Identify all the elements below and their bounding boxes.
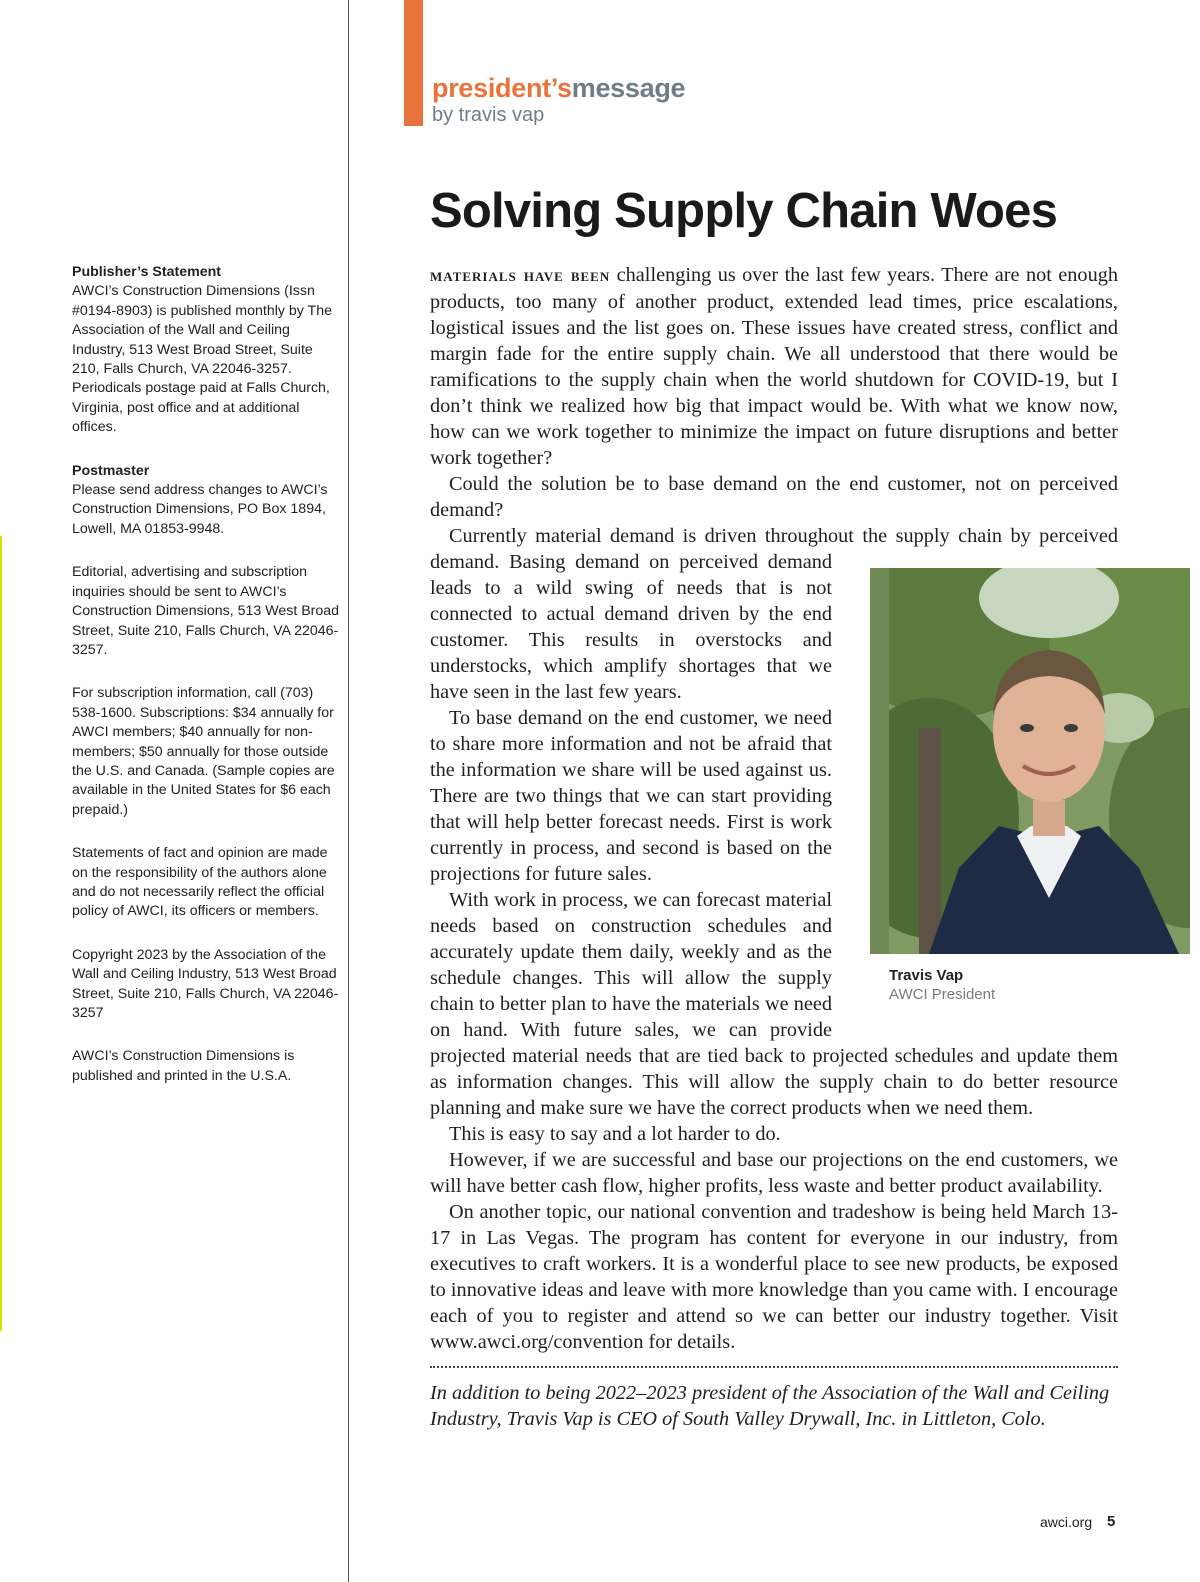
paragraph-text: challenging us over the last few years. There are not enough products, too many of another product, extended lead times, price escalations, logistical issues and the list goes on. These issues have created stress, conflict and margin fade for the entire supply chain. We all understood that there would be ramifications to the supply chain when the world shutdown for COVID-19, but I don’t think we realized how big that impact would be. With what we know now, how can we work together to minimize the impact on future disruptions and better work together? [430, 264, 1118, 469]
article-paragraph: With work in process, we can forecast material needs based on construction schedules and accurately update them daily, weekly and as the schedule changes. This will allow the supply chain to better plan to have the materials we need on hand. With future sales, we can provide projected material needs that are tied back to projected schedules and update them as information changes. This will allow the supply chain to do better resource planning and make sure we have the correct products when we need them. [430, 889, 1118, 1119]
author-bio: In addition to being 2022–2023 president of the Association of the Wall and Ceiling Industry, Travis Vap is CEO of South Valley Drywall, Inc. in Littleton, Colo. [430, 1382, 1110, 1430]
photo-caption-title: AWCI President [889, 986, 996, 1003]
subscription-info-text: For subscription information, call (703) 538-1600. Subscriptions: $34 annually for AWCI members; $40 annually for non-members; $50 annually for those outside the U.S. and Canada. (Sample copies are available in the United States for $6 each prepaid.) [72, 685, 335, 818]
publisher-statement-heading: Publisher’s Statement [72, 264, 222, 280]
editorial-inquiries-text: Editorial, advertising and subscription inquiries should be sent to AWCI’s Construction Dimensions, 513 West Broad Street, Suite 210, Falls Church, VA 22046-3257. [72, 564, 340, 658]
article-paragraph: Could the solution be to base demand on the end customer, not on perceived demand? [430, 473, 1118, 521]
page-edge-marker [0, 536, 2, 1331]
footer-url: awci.org [1040, 1514, 1093, 1530]
column-divider [348, 0, 349, 1582]
article-paragraph: On another topic, our national convention and tradeshow is being held March 13-17 in Las Vegas. The program has content for everyone in our industry, from executives to craft workers. It is a wonderful place to see new products, be exposed to innovative ideas and leave with more knowledge than you came with. I encourage each of you to register and attend so we can better our industry together. Visit www.awci.org/convention for details. [430, 1201, 1118, 1353]
byline: by travis vap [432, 104, 545, 126]
department-label [432, 72, 685, 104]
page-number: 5 [1107, 1513, 1116, 1530]
article-paragraph: However, if we are successful and base our projections on the end customers, we will have better cash flow, higher profits, less waste and better product availability. [430, 1149, 1118, 1197]
lead-in: materials have been [430, 265, 611, 286]
photo-caption-name: Travis Vap [889, 967, 964, 984]
publisher-statement-text: AWCI’s Construction Dimensions (Issn #0194-8903) is published monthly by The Association of the Wall and Ceiling Industry, 513 West Broad Street, Suite 210, Falls Church, VA 22046-3257. Periodicals postage paid at Falls Church, Virginia, post office and at additional offices. [72, 283, 333, 436]
article-paragraph: To base demand on the end customer, we need to share more information and not be afraid that the information we share will be used against us. There are two things that we can start providing that will help better forecast needs. First is work currently in process, and second is based on the projections for future sales. [430, 707, 832, 885]
article-body [430, 262, 1118, 1355]
figure-anchor: Basing demand on perceived demand leads to a wild swing of needs that is not connected to actual demand driven by the end customer. This results in overstocks and understocks, which amplify shortages that we have seen in the last few years. [430, 551, 833, 703]
portrait-image [889, 568, 1190, 954]
publisher-sidebar [72, 263, 342, 1110]
bio-divider [430, 1366, 1118, 1368]
copyright-text: Copyright 2023 by the Association of the Wall and Ceiling Industry, 513 West Broad Street, Suite 210, Falls Church, VA 22046-3257 [72, 946, 339, 1021]
postmaster-heading: Postmaster [72, 462, 150, 479]
figure-anchor-first-line: Currently material demand is driven throughout the supply chain by perceived demand. [430, 525, 1118, 573]
article-title: Solving Supply Chain Woes [430, 184, 1058, 238]
author-photo [870, 568, 1190, 954]
printed-in-text: AWCI’s Construction Dimensions is published and printed in the U.S.A. [72, 1048, 295, 1084]
article-paragraph [430, 262, 1118, 471]
author-photo-figure [870, 568, 1190, 1038]
disclaimer-text: Statements of fact and opinion are made on the responsibility of the authors alone and do not necessarily reflect the official policy of AWCI, its officers or members. [72, 845, 328, 920]
department-label-president: president’s [432, 73, 572, 103]
postmaster-text: Please send address changes to AWCI’s Construction Dimensions, PO Box 1894, Lowell, MA 01853-9948. [72, 482, 328, 537]
article-paragraph: This is easy to say and a lot harder to do. [449, 1123, 781, 1145]
department-label-message: message [571, 73, 686, 103]
publisher-statement-block [72, 263, 342, 438]
postmaster-block [72, 462, 342, 540]
department-accent-bar [404, 0, 423, 126]
